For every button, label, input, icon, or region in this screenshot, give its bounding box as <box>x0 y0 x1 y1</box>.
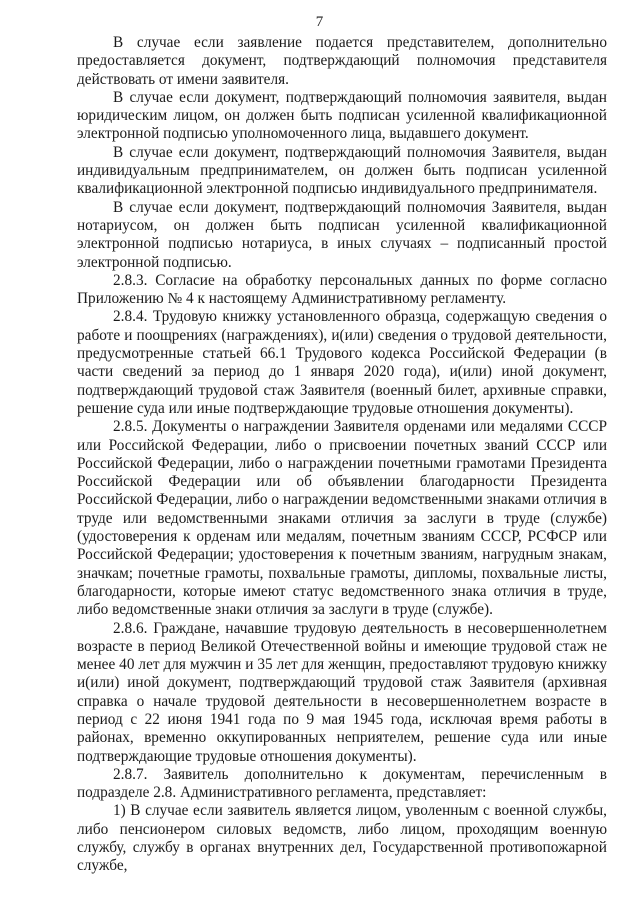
paragraph-2-8-3: 2.8.3. Согласие на обработку персональных данных по форме согласно Приложению № 4 к настоящему Административному регламенту. <box>77 271 607 308</box>
paragraph-2-8-6: 2.8.6. Граждане, начавшие трудовую деятельность в несовершеннолетнем возрасте в период Великой Отечественной войны и имеющие трудовой стаж не менее 40 лет для мужчин и 35 лет для женщин, предоставляют трудовую книжку и(или) иной документ, подтверждающий трудовой стаж Заявителя (архивная справка о начале трудовой деятельности в несовершеннолетнем возрасте в период с 22 июня 1941 года по 9 мая 1945 года, исключая время работы в районах, временно оккупированных неприятелем, решение суда или иные подтверждающие трудовые отношения документы). <box>77 619 607 765</box>
paragraph-2-8-4: 2.8.4. Трудовую книжку установленного образца, содержащую сведения о работе и поощрениях (награждениях), и(или) сведения о трудовой деятельности, предусмотренные статьей 66.1 Трудового кодекса Российской Федерации (в части сведений за период до 1 января 2020 года), и(или) иной документ, подтверждающий трудовой стаж Заявителя (военный билет, архивные справки, решение суда или иные подтверждающие трудовые отношения документы). <box>77 308 607 417</box>
paragraph-entrepreneur: В случае если документ, подтверждающий полномочия Заявителя, выдан индивидуальным предпринимателем, он должен быть подписан усиленной квалификационной электронной подписью индивидуального предпринимателя. <box>77 143 607 198</box>
paragraph-item-1: 1) В случае если заявитель является лицом, уволенным с военной службы, либо пенсионером силовых ведомств, либо лицом, проходящим военную службу, службу в органах внутренних дел, Государственной противопожарной службе, <box>77 802 607 875</box>
paragraph-notary: В случае если документ, подтверждающий полномочия Заявителя, выдан нотариусом, он должен быть подписан усиленной квалификационной электронной подписью нотариуса, в иных случаях – подписанный простой электронной подписью. <box>77 198 607 271</box>
page-number: 7 <box>315 14 324 30</box>
paragraph-legal-entity: В случае если документ, подтверждающий полномочия заявителя, выдан юридическим лицом, он должен быть подписан усиленной квалификационной электронной подписью уполномоченного лица, выдавшего документ. <box>77 88 607 143</box>
document-body <box>77 34 607 876</box>
paragraph-2-8-7: 2.8.7. Заявитель дополнительно к документам, перечисленным в подразделе 2.8. Административного регламента, представляет: <box>77 765 607 802</box>
paragraph-representative: В случае если заявление подается представителем, дополнительно предоставляется документ, подтверждающий полномочия представителя действовать от имени заявителя. <box>77 34 607 88</box>
paragraph-2-8-5: 2.8.5. Документы о награждении Заявителя орденами или медалями СССР или Российской Федерации, либо о присвоении почетных званий СССР или Российской Федерации, либо о награждении почетными грамотами Президента Российской Федерации или об объявлении благодарности Президента Российской Федерации, либо о награждении ведомственными знаками отличия в труде или ведомственными знаками отличия за заслуги в труде (службе) (удостоверения к орденам или медалям, почетным званиям СССР, РСФСР или Российской Федерации; удостоверения к почетным званиям, нагрудным знакам, значкам; почетные грамоты, похвальные грамоты, дипломы, похвальные листы, благодарности, которые имеют статус ведомственного знака отличия в труде, либо ведомственные знаки отличия за заслуги в труде (службе). <box>77 418 607 619</box>
